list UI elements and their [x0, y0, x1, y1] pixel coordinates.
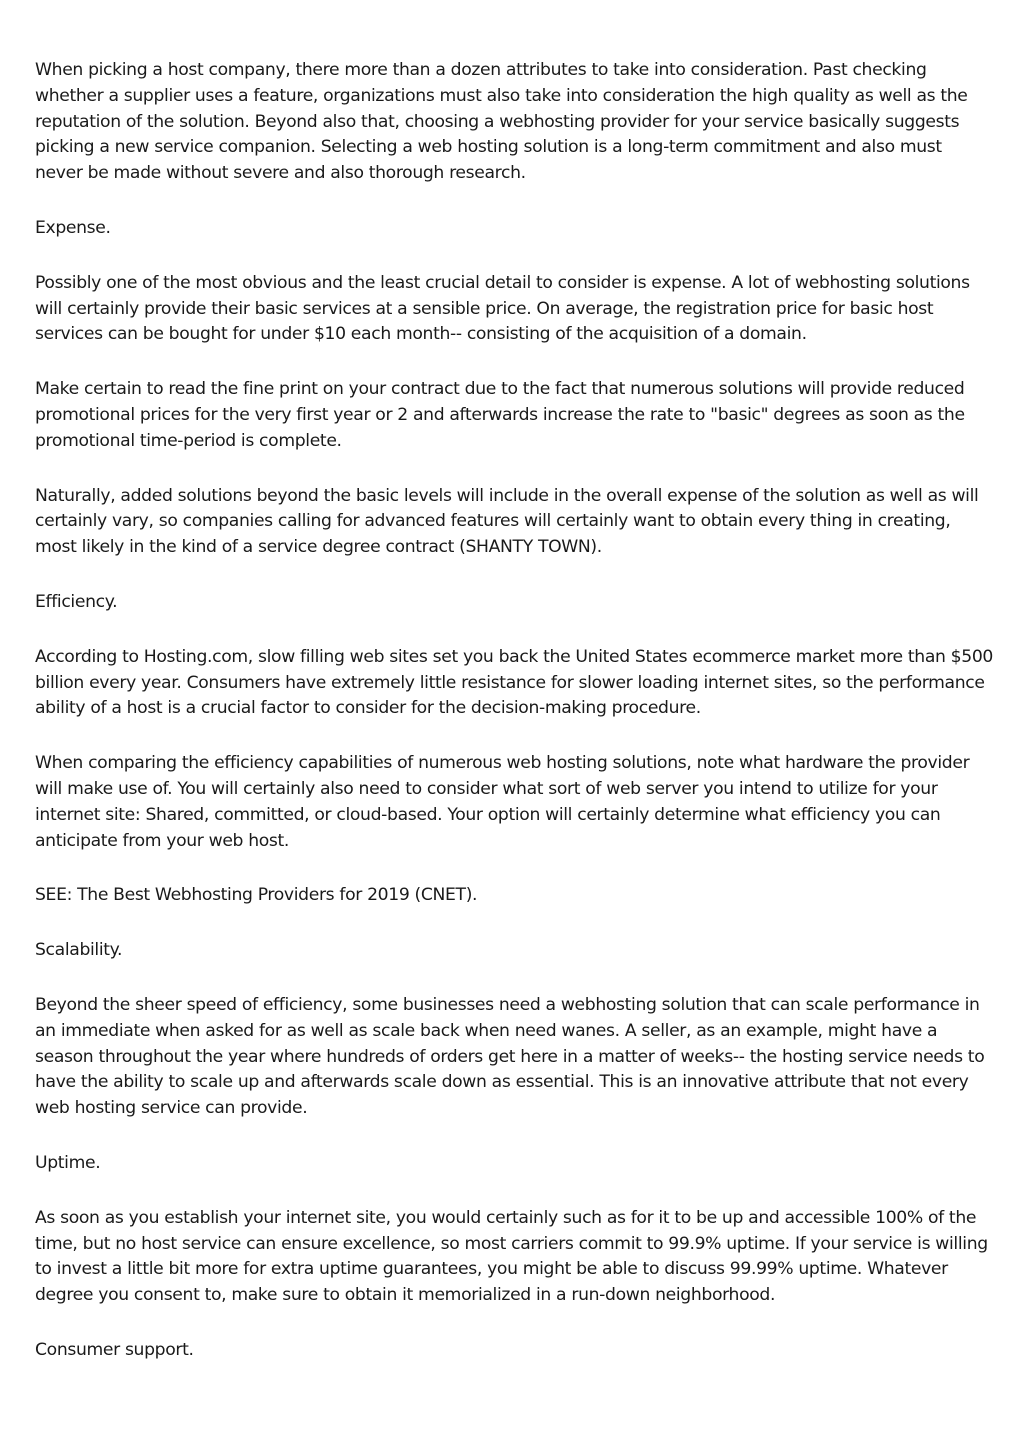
paragraph-see-also: SEE: The Best Webhosting Providers for 2019 (CNET).	[35, 885, 478, 906]
paragraph-expense-1: Possibly one of the most obvious and the least crucial detail to consider is expense. A lot of webhosting solutions will certainly provide their basic services at a sensible price. On average, the registration price for basic host services can be bought for under $10 each month-- consisting of the acquisition of a domain.	[35, 272, 970, 345]
heading-efficiency: Efficiency.	[35, 591, 118, 612]
paragraph-intro: When picking a host company, there more than a dozen attributes to take into consideration. Past checking whether a supplier uses a feature, organizations must also take into consideration the high quality as well as the reputation of the solution. Beyond also that, choosing a webhosting provider for your service basically suggests picking a new service companion. Selecting a web hosting solution is a long-term commitment and also must never be made without severe and also thorough research.	[35, 60, 968, 184]
heading-scalability: Scalability.	[35, 940, 123, 961]
paragraph-efficiency-1: According to Hosting.com, slow filling web sites set you back the United States ecommerce market more than $500 billion every year. Consumers have extremely little resistance for slower loading internet sites, so the performance ability of a host is a crucial factor to consider for the decision-making procedure.	[35, 646, 993, 719]
paragraph-efficiency-2: When comparing the efficiency capabilities of numerous web hosting solutions, note what hardware the provider will make use of. You will certainly also need to consider what sort of web server you intend to utilize for your internet site: Shared, committed, or cloud-based. Your option will certainly determine what efficiency you can anticipate from your web host.	[35, 753, 970, 851]
paragraph-expense-3: Naturally, added solutions beyond the basic levels will include in the overall expense of the solution as well as will certainly vary, so companies calling for advanced features will certainly want to obtain every thing in creating, most likely in the kind of a service degree contract (SHANTY TOWN).	[35, 485, 979, 558]
heading-uptime: Uptime.	[35, 1152, 101, 1173]
paragraph-uptime: As soon as you establish your internet site, you would certainly such as for it to be up and accessible 100% of the time, but no host service can ensure excellence, so most carriers commit to 99.9% uptime. If your service is willing to invest a little bit more for extra uptime guarantees, you might be able to discuss 99.99% uptime. Whatever degree you consent to, make sure to obtain it memorialized in a run-down neighborhood.	[35, 1207, 988, 1306]
paragraph-expense-2: Make certain to read the fine print on your contract due to the fact that numerous solutions will provide reduced promotional prices for the very first year or 2 and afterwards increase the rate to "basic" degrees as soon as the promotional time-period is complete.	[35, 379, 965, 451]
heading-expense: Expense.	[35, 217, 111, 238]
document-body	[35, 58, 993, 1393]
heading-consumer-support: Consumer support.	[35, 1339, 194, 1360]
paragraph-scalability: Beyond the sheer speed of efficiency, some businesses need a webhosting solution that can scale performance in an immediate when asked for as well as scale back when need wanes. A seller, as an example, might have a season throughout the year where hundreds of orders get here in a matter of weeks-- the hosting service needs to have the ability to scale up and afterwards scale down as essential. This is an innovative attribute that not every web hosting service can provide.	[35, 994, 985, 1119]
